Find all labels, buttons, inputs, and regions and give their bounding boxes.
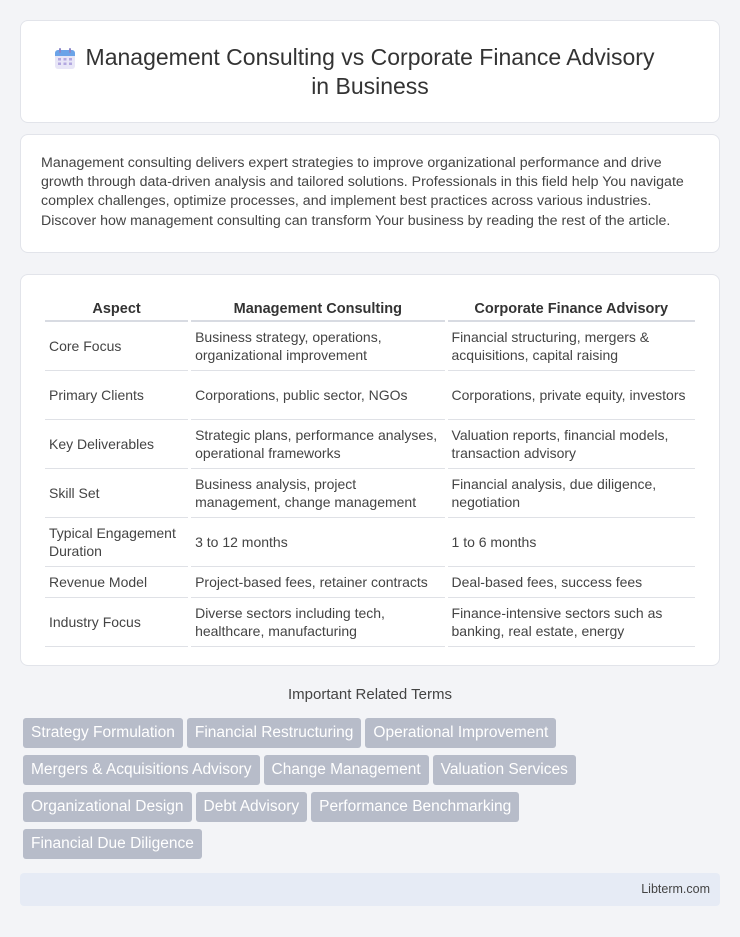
table-cell: Primary Clients xyxy=(45,371,188,420)
table-cell: Corporations, public sector, NGOs xyxy=(191,371,444,420)
table-cell: Financial analysis, due diligence, negotiation xyxy=(448,469,695,518)
tag-change-management[interactable]: Change Management xyxy=(264,755,429,785)
table-row xyxy=(45,420,695,469)
table-cell: Strategic plans, performance analyses, operational frameworks xyxy=(191,420,444,469)
table-cell: Deal-based fees, success fees xyxy=(448,567,695,598)
page-title xyxy=(21,43,719,101)
column-header-aspect: Aspect xyxy=(45,295,188,322)
tag-mergers-acquisitions-advisory[interactable]: Mergers & Acquisitions Advisory xyxy=(23,755,260,785)
table-cell: Corporations, private equity, investors xyxy=(448,371,695,420)
tag-row xyxy=(23,718,723,755)
table-cell: 3 to 12 months xyxy=(191,518,444,567)
tag-organizational-design[interactable]: Organizational Design xyxy=(23,792,192,822)
tag-row xyxy=(23,792,723,829)
comparison-table xyxy=(42,295,698,647)
tag-valuation-services[interactable]: Valuation Services xyxy=(433,755,576,785)
intro-card xyxy=(20,134,720,253)
table-cell: Typical Engagement Duration xyxy=(45,518,188,567)
table-cell: Business analysis, project management, change management xyxy=(191,469,444,518)
table-row xyxy=(45,371,695,420)
tag-financial-restructuring[interactable]: Financial Restructuring xyxy=(187,718,362,748)
table-header-row xyxy=(45,295,695,322)
tag-operational-improvement[interactable]: Operational Improvement xyxy=(365,718,556,748)
table-row xyxy=(45,518,695,567)
column-header-corporate-finance-advisory: Corporate Finance Advisory xyxy=(448,295,695,322)
table-cell: Diverse sectors including tech, healthcare, manufacturing xyxy=(191,598,444,647)
table-row xyxy=(45,598,695,647)
table-cell: Revenue Model xyxy=(45,567,188,598)
tag-strategy-formulation[interactable]: Strategy Formulation xyxy=(23,718,183,748)
tag-row xyxy=(23,755,723,792)
related-terms-title: Important Related Terms xyxy=(288,686,452,703)
table-row xyxy=(45,567,695,598)
table-cell: Key Deliverables xyxy=(45,420,188,469)
table-cell: Financial structuring, mergers & acquisitions, capital raising xyxy=(448,322,695,371)
footer xyxy=(20,873,720,906)
table-cell: Finance-intensive sectors such as banking, real estate, energy xyxy=(448,598,695,647)
tag-row xyxy=(23,829,723,866)
table-cell: Valuation reports, financial models, transaction advisory xyxy=(448,420,695,469)
column-header-management-consulting: Management Consulting xyxy=(191,295,444,322)
header-card xyxy=(20,20,720,123)
table-row xyxy=(45,469,695,518)
tag-performance-benchmarking[interactable]: Performance Benchmarking xyxy=(311,792,519,822)
related-terms-tags xyxy=(23,718,723,866)
intro-text: Management consulting delivers expert strategies to improve organizational performance and drive growth through data-driven analysis and tailored solutions. Professionals in this field help You navigate complex challenges, optimize processes, and implement best practices across various industries. Discover how management consulting can transform Your business by reading the rest of the article. xyxy=(41,155,684,229)
tag-financial-due-diligence[interactable]: Financial Due Diligence xyxy=(23,829,202,859)
table-cell: Industry Focus xyxy=(45,598,188,647)
page-title-line1: Management Consulting vs Corporate Finance Advisory xyxy=(85,44,655,70)
table-cell: 1 to 6 months xyxy=(448,518,695,567)
page-title-line2: in Business xyxy=(311,73,429,99)
table-cell: Core Focus xyxy=(45,322,188,371)
tag-debt-advisory[interactable]: Debt Advisory xyxy=(196,792,308,822)
table-row xyxy=(45,322,695,371)
table-cell: Skill Set xyxy=(45,469,188,518)
table-cell: Project-based fees, retainer contracts xyxy=(191,567,444,598)
comparison-table-card xyxy=(20,274,720,666)
table-cell: Business strategy, operations, organizational improvement xyxy=(191,322,444,371)
footer-site-link[interactable]: Libterm.com xyxy=(641,882,710,896)
